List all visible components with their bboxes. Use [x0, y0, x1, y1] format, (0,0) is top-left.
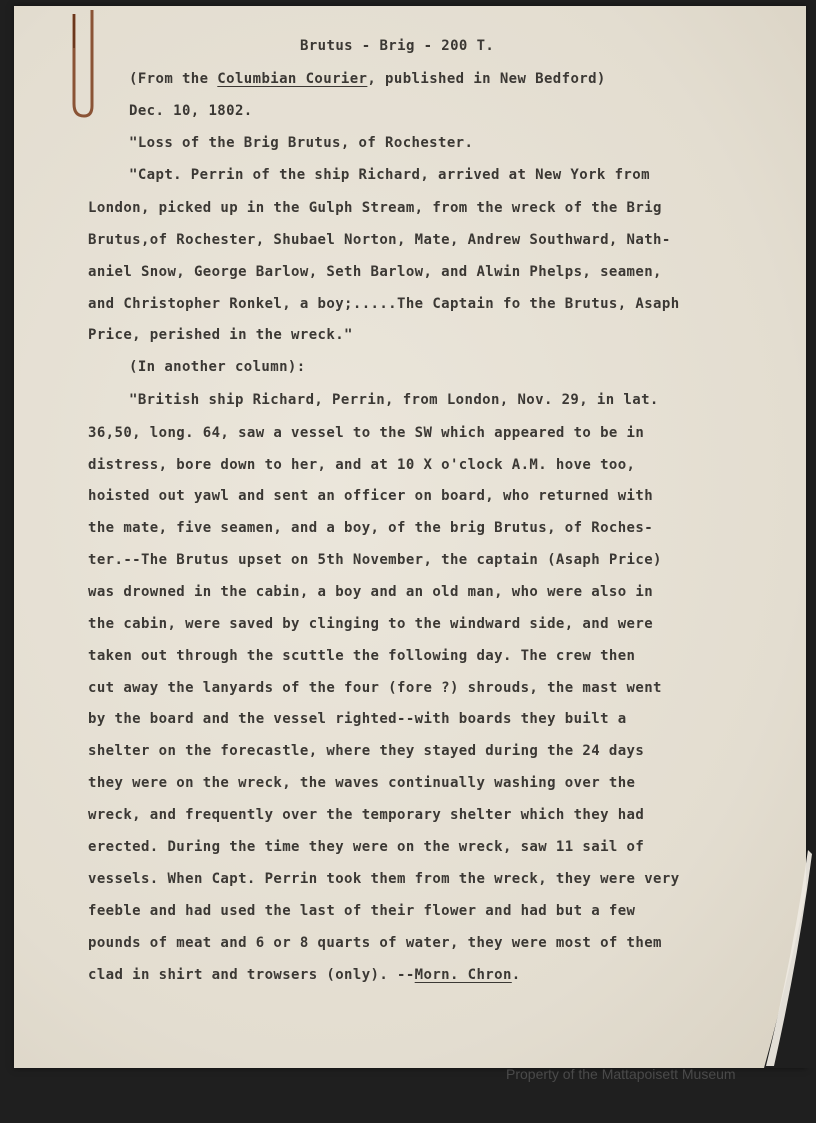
source-note [129, 71, 606, 87]
paragraph-line: shelter on the forecastle, where they stayed during the 24 days [88, 743, 645, 759]
last-line-text: clad in shirt and trowsers (only). -- [88, 967, 415, 983]
paragraph-line: taken out through the scuttle the following day. The crew then [88, 648, 636, 664]
paragraph-line: was drowned in the cabin, a boy and an old man, who were also in [88, 584, 654, 600]
source-citation: Morn. Chron [414, 967, 512, 983]
paragraph-line: by the board and the vessel righted--with boards they built a [88, 711, 627, 727]
paragraph-line: pounds of meat and 6 or 8 quarts of water, they were most of them [88, 935, 662, 951]
paragraph-line: feeble and had used the last of their flower and had but a few [88, 903, 636, 919]
museum-watermark: Property of the Mattapoisett Museum [506, 1066, 736, 1082]
paragraph-line: they were on the wreck, the waves continually washing over the [88, 775, 636, 791]
paragraph-line: "British ship Richard, Perrin, from London, Nov. 29, in lat. [129, 392, 659, 408]
paragraph-line: Price, perished in the wreck." [88, 327, 353, 343]
paragraph-line: 36,50, long. 64, saw a vessel to the SW which appeared to be in [88, 425, 645, 441]
paragraph-last-line [88, 967, 521, 983]
last-line-end: . [511, 967, 521, 983]
page-curl [764, 840, 816, 1068]
paragraph-line: "Capt. Perrin of the ship Richard, arrived at New York from [129, 167, 650, 183]
paragraph-line: the mate, five seamen, and a boy, of the brig Brutus, of Roches- [88, 520, 654, 536]
paragraph-line: aniel Snow, George Barlow, Seth Barlow, and Alwin Phelps, seamen, [88, 264, 662, 280]
paragraph-line: Brutus,of Rochester, Shubael Norton, Mate, Andrew Southward, Nath- [88, 232, 671, 248]
paragraph-line: ter.--The Brutus upset on 5th November, the captain (Asaph Price) [88, 552, 662, 568]
paragraph-line: vessels. When Capt. Perrin took them from the wreck, they were very [88, 871, 680, 887]
paragraph-line: distress, bore down to her, and at 10 X o'clock A.M. hove too, [88, 457, 636, 473]
paragraph-line: wreck, and frequently over the temporary shelter which they had [88, 807, 645, 823]
document-date: Dec. 10, 1802. [129, 103, 253, 119]
paragraph-line: the cabin, were saved by clinging to the windward side, and were [88, 616, 654, 632]
headline: "Loss of the Brig Brutus, of Rochester. [129, 135, 474, 151]
column-note: (In another column): [129, 359, 306, 375]
source-note-suffix: , published in New Bedford) [367, 71, 606, 87]
paragraph-line: erected. During the time they were on the wreck, saw 11 sail of [88, 839, 645, 855]
paragraph-line: cut away the lanyards of the four (fore ?) shrouds, the mast went [88, 680, 662, 696]
source-note-prefix: (From the [129, 71, 218, 87]
newspaper-name: Columbian Courier [217, 71, 368, 87]
document-title: Brutus - Brig - 200 T. [300, 38, 495, 54]
paragraph-line: hoisted out yawl and sent an officer on board, who returned with [88, 488, 654, 504]
paragraph-line: London, picked up in the Gulph Stream, from the wreck of the Brig [88, 200, 662, 216]
paragraph-line: and Christopher Ronkel, a boy;.....The Captain fo the Brutus, Asaph [88, 296, 680, 312]
